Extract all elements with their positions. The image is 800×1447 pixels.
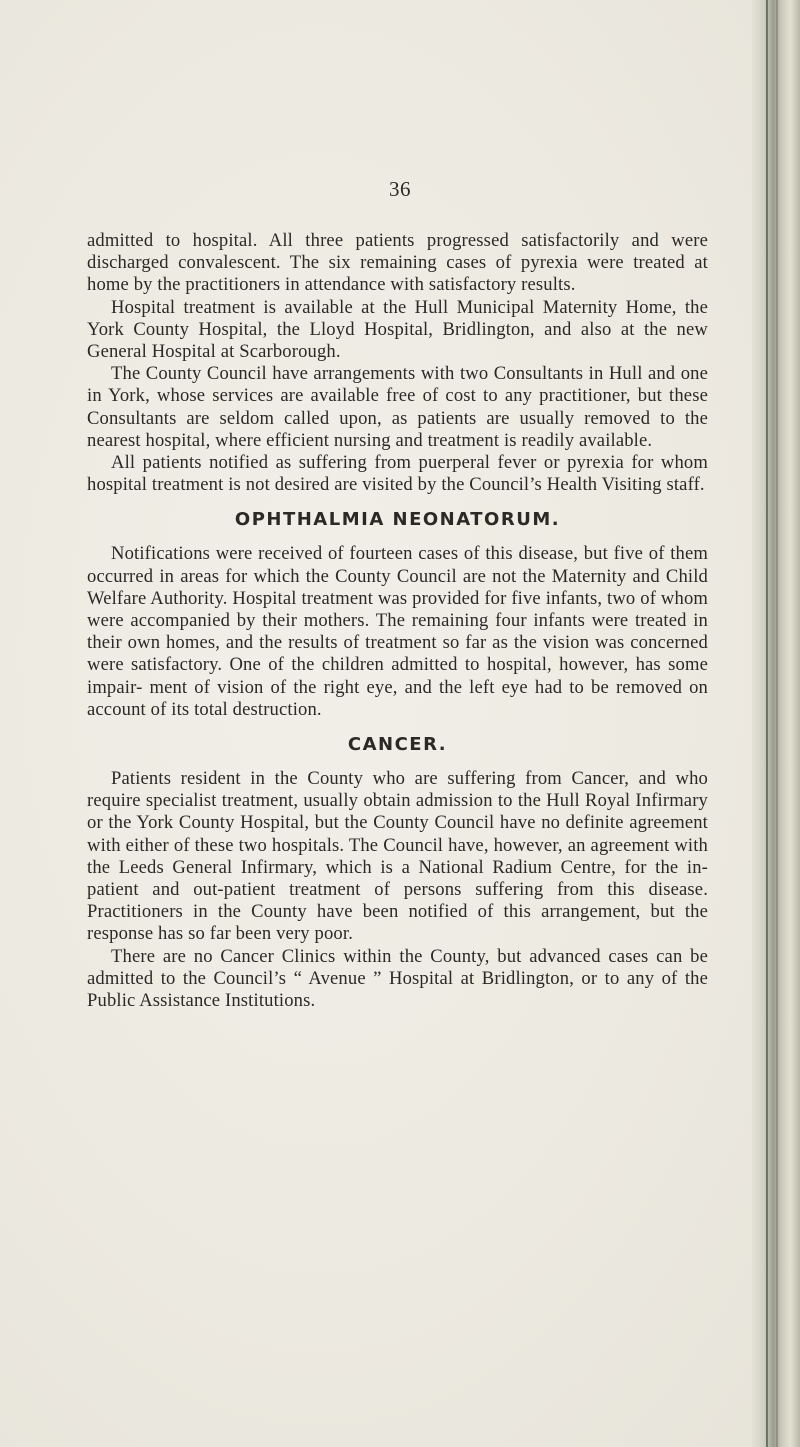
binding-line bbox=[766, 0, 768, 1447]
paragraph-intro-2: Hospital treatment is available at the Hull Municipal Maternity Home, the York County Hospital, the Lloyd Hospital, Bridlington, and also at the new General Hospital at Scarborough. bbox=[87, 296, 708, 363]
book-binding-edge bbox=[752, 0, 800, 1447]
paragraph-intro-1: admitted to hospital. All three patients progressed satisfactorily and were discharged convalescent. The six remaining cases of pyrexia were treated at home by the practitioners in attendance with satisfactory results. bbox=[87, 230, 708, 296]
paragraph-ophthalmia-1: Notifications were received of fourteen cases of this disease, but five of them occurred in areas for which the County Council are not the Maternity and Child Welfare Authority. Hospital treatment was provided for five infants, two of whom were accompanied by their mothers. The remaining four infants were treated in their own homes, and the results of treatment so far as the vision was concerned were satisfactory. One of the children admitted to hospital, however, has some impair- ment of vision of the right eye, and the left eye had to be removed on account of its total destruction. bbox=[87, 543, 708, 720]
paragraph-cancer-1: Patients resident in the County who are suffering from Cancer, and who require specialist treatment, usually obtain admission to the Hull Royal Infirmary or the York County Hospital, but the County Council have no definite agreement with either of these two hospitals. The Council have, however, an agreement with the Leeds General Infirmary, which is a National Radium Centre, for the in-patient and out-patient treatment of persons suffering from this disease. Practitioners in the County have been notified of this arrangement, but the response has so far been very poor. bbox=[87, 768, 708, 945]
paragraph-cancer-2: There are no Cancer Clinics within the County, but advanced cases can be admitted to the Council’s “ Avenue ” Hospital at Bridlington, or to any of the Public Assistance Institutions. bbox=[87, 945, 708, 1012]
body-text bbox=[87, 230, 708, 1012]
section-heading-ophthalmia: OPHTHALMIA NEONATORUM. bbox=[234, 509, 561, 531]
paragraph-intro-3: The County Council have arrangements with two Consultants in Hull and one in York, whose services are available free of cost to any practitioner, but these Consultants are seldom called upon, as patients are usually removed to the nearest hospital, where efficient nursing and treatment is readily available. bbox=[87, 363, 708, 451]
section-heading-cancer: CANCER. bbox=[347, 734, 448, 756]
paragraph-intro-4: All patients notified as suffering from puerperal fever or pyrexia for whom hospital treatment is not desired are visited by the Council’s Health Visiting staff. bbox=[87, 452, 708, 496]
binding-line bbox=[776, 0, 778, 1447]
page-number: 36 bbox=[389, 177, 411, 201]
